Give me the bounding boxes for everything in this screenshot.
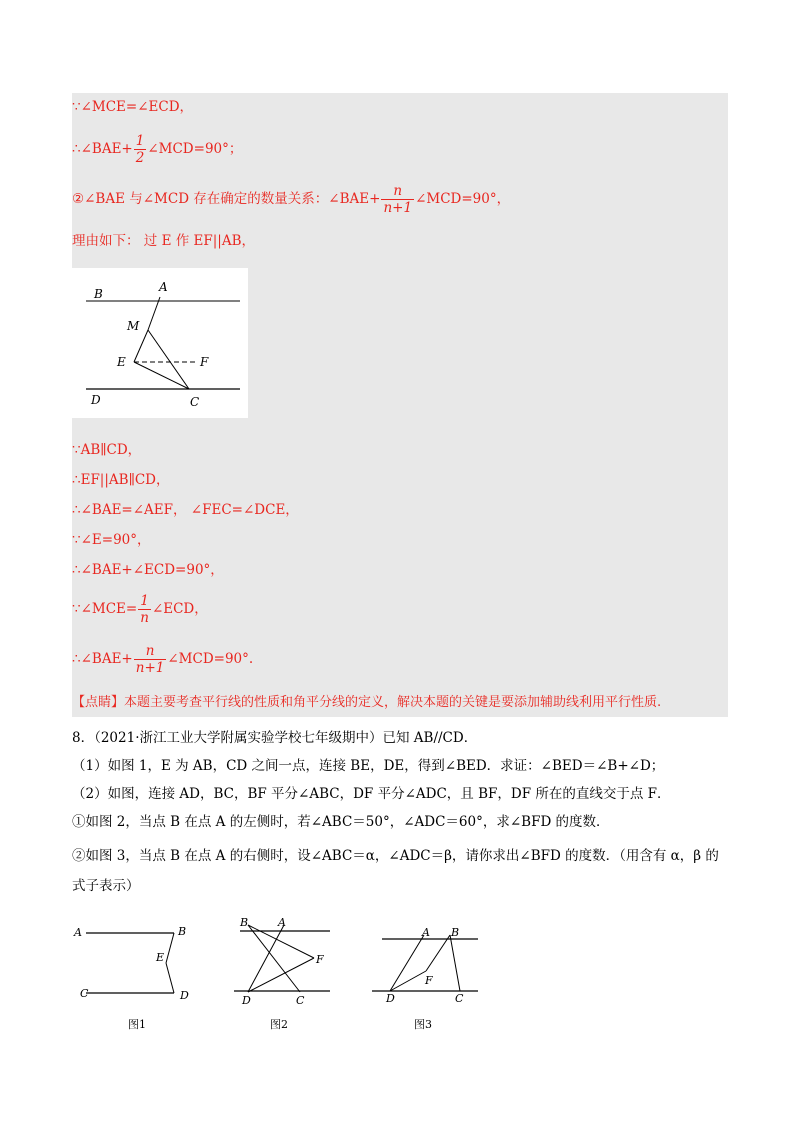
label-e: E	[117, 355, 126, 369]
fraction	[381, 183, 414, 216]
fig2-label-c: C	[296, 994, 305, 1007]
solution-line-8: ∵∠E=90°，	[72, 532, 151, 548]
solution-line-9: ∴∠BAE+∠ECD=90°，	[72, 562, 224, 578]
comment-note: 【点睛】本题主要考查平行线的性质和角平分线的定义，解决本题的关键是要添加辅助线利用平行性质.	[72, 695, 662, 710]
fraction	[138, 593, 151, 626]
numerator: 1	[135, 133, 145, 149]
solution-line-2	[72, 133, 242, 166]
question-line-2: （1）如图 1，E 为 AB，CD 之间一点，连接 BE，DE，得到∠BED．求证：∠BED＝∠B+∠D；	[72, 758, 665, 774]
text: ∵∠MCE=	[72, 601, 138, 617]
fig3-label-d: D	[386, 992, 395, 1005]
question-line-4: ①如图 2，当点 B 在点 A 的左侧时，若∠ABC＝50°，∠ADC＝60°，求∠BFD 的度数．	[72, 814, 610, 830]
question-line-6: 式子表示）	[72, 878, 140, 894]
text: ∴∠BAE+	[72, 141, 133, 157]
solution-line-4: 理由如下： 过 E 作 EF||AB，	[72, 233, 256, 249]
denominator: 2	[135, 150, 145, 166]
fraction	[134, 643, 167, 676]
text: ∴∠BAE+	[72, 651, 133, 667]
solution-line-3	[72, 183, 510, 216]
text: ∠MCD=90°.	[167, 651, 254, 667]
fig3-label-b: B	[451, 926, 460, 939]
fig2-label-b: B	[240, 916, 249, 929]
fig1-label-a: A	[74, 926, 82, 939]
solution-figure	[72, 268, 248, 418]
fig1-caption: 图1	[128, 1018, 146, 1031]
fig3-caption: 图3	[414, 1018, 432, 1031]
fig3-label-c: C	[455, 992, 464, 1005]
denominator: n+1	[383, 200, 413, 216]
numerator: 1	[138, 593, 151, 610]
parallel-lines-diagram	[72, 268, 248, 418]
text: ∠MCD=90°，	[415, 191, 511, 207]
label-m: M	[127, 319, 140, 333]
question-line-3: （2）如图，连接 AD，BC，BF 平分∠ABC，DF 平分∠ADC，且 BF，DF 所在的直线交于点 F．	[72, 786, 671, 802]
fig1-label-e: E	[156, 951, 165, 964]
label-b: B	[94, 287, 103, 301]
denominator: n+1	[135, 660, 165, 676]
fig2-label-f: F	[316, 953, 324, 966]
solution-line-6: ∴EF||AB∥CD，	[72, 472, 170, 488]
fig2-label-a: A	[278, 916, 286, 929]
question-line-5: ②如图 3，当点 B 在点 A 的右侧时，设∠ABC＝α，∠ADC＝β，请你求出∠BFD 的度数．（用含有 α，β 的	[72, 848, 719, 864]
label-a: A	[159, 280, 168, 294]
text: ②∠BAE 与∠MCD 存在确定的数量关系：∠BAE+	[72, 191, 381, 207]
fig1-label-c: C	[80, 987, 89, 1000]
text: ∠MCD=90°；	[147, 141, 243, 157]
numerator: n	[134, 643, 167, 660]
fig3-label-f: F	[425, 974, 433, 987]
fig2-label-d: D	[242, 994, 251, 1007]
fig1-label-b: B	[178, 925, 187, 938]
solution-line-10	[72, 593, 208, 626]
fig2-caption: 图2	[270, 1018, 288, 1031]
label-f: F	[200, 355, 209, 369]
figure-3	[366, 905, 496, 1035]
solution-line-5: ∵AB∥CD，	[72, 442, 142, 458]
solution-line-11	[72, 643, 253, 676]
denominator: n	[140, 610, 149, 626]
fraction	[134, 133, 147, 166]
solution-line-1: ∵∠MCE=∠ECD，	[72, 99, 194, 115]
label-d: D	[91, 393, 101, 407]
solution-line-7: ∴∠BAE=∠AEF， ∠FEC=∠DCE，	[72, 502, 299, 518]
figure-1	[70, 905, 210, 1035]
figure-2	[212, 905, 352, 1035]
fig3-label-a: A	[422, 926, 430, 939]
fig1-label-d: D	[180, 989, 189, 1002]
question-line-1: 8．（2021·浙江工业大学附属实验学校七年级期中）已知 AB//CD．	[72, 730, 478, 746]
text: ∠ECD，	[151, 601, 208, 617]
label-c: C	[190, 395, 200, 409]
numerator: n	[381, 183, 414, 200]
